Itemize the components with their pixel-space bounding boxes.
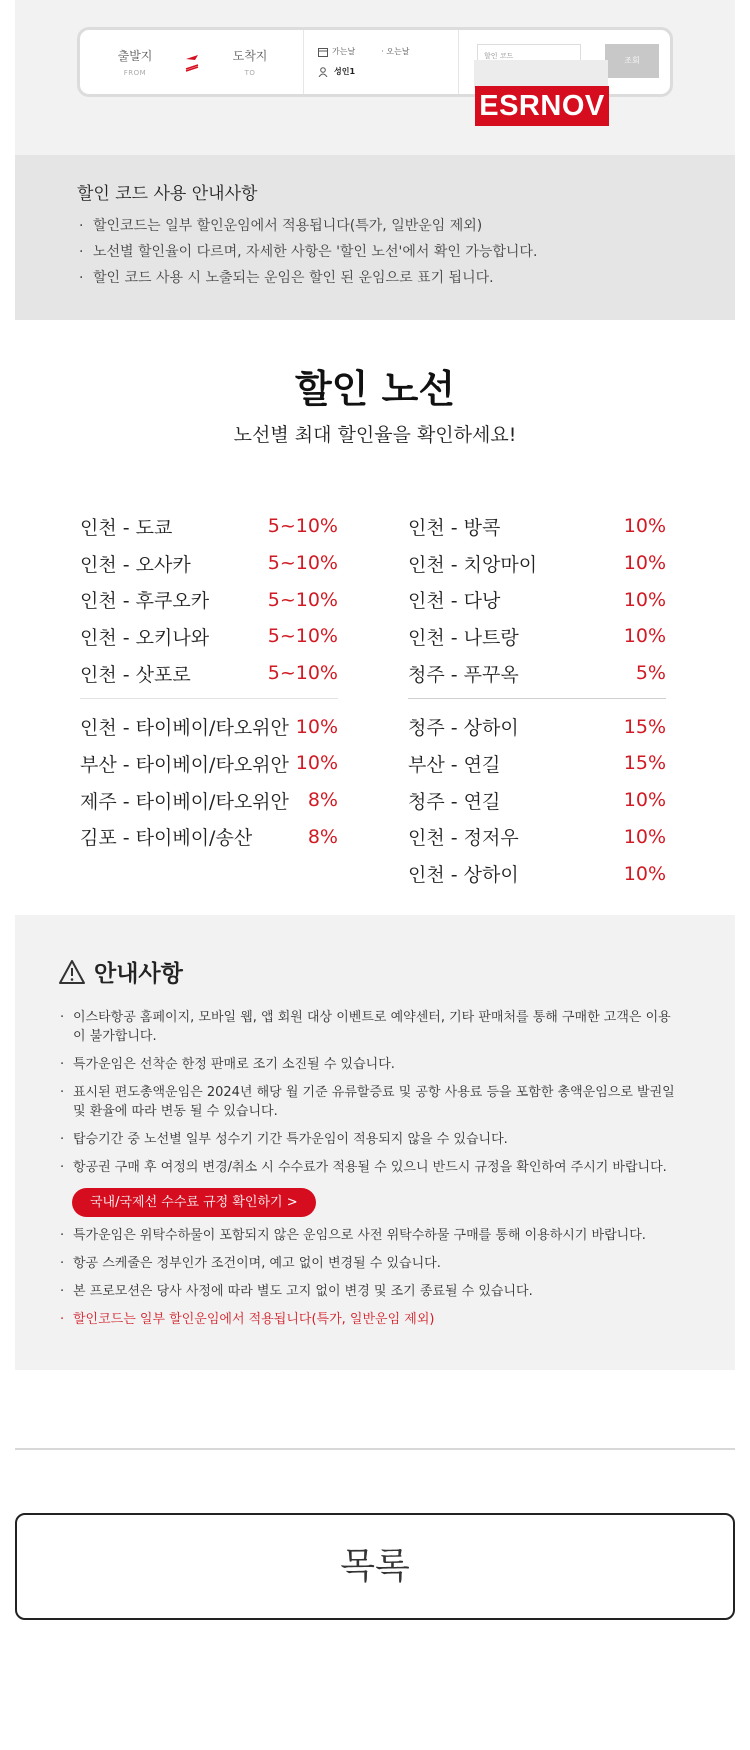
route-name: 인천 - 나트랑 — [408, 626, 519, 649]
route-rate: 8% — [307, 789, 338, 812]
list-item: · 항공권 구매 후 여정의 변경/취소 시 수수료가 적용될 수 있으니 반드시 규정을 확인하여 주시기 바랍니다. — [60, 1158, 680, 1177]
route-row — [80, 782, 338, 819]
route-rate: 15% — [623, 715, 666, 738]
route-rate: 5~10% — [267, 552, 338, 575]
route-rate: 10% — [623, 825, 666, 848]
route-divider — [408, 698, 666, 699]
swap-route-icon[interactable] — [183, 52, 201, 74]
route-name: 인천 - 삿포로 — [80, 663, 191, 686]
route-name: 부산 - 연길 — [408, 753, 501, 776]
route-rate: 5~10% — [267, 588, 338, 611]
route-row — [80, 508, 338, 545]
code-notice-list — [77, 213, 537, 291]
route-row — [80, 655, 338, 692]
footer-divider — [15, 1448, 735, 1450]
notice-section — [15, 915, 735, 1370]
route-row — [408, 545, 666, 582]
destination-selector[interactable] — [215, 30, 285, 94]
code-notice-title: 할인 코드 사용 안내사항 — [77, 184, 258, 204]
list-item: · 탑승기간 중 노선별 일부 성수기 기간 특가운임이 적용되지 않을 수 있습니다. — [60, 1130, 680, 1149]
route-row — [80, 545, 338, 582]
list-item: · 할인코드는 일부 할인운임에서 적용됩니다(특가, 일반운임 제외) — [77, 213, 537, 239]
route-rate: 10% — [623, 588, 666, 611]
origin-selector[interactable] — [100, 30, 170, 94]
route-name: 제주 - 타이베이/타오위안 — [80, 790, 289, 813]
route-rate: 15% — [623, 752, 666, 775]
route-rate: 8% — [307, 825, 338, 848]
route-row — [408, 581, 666, 618]
notice-title: 안내사항 — [94, 961, 183, 987]
route-name: 인천 - 방콕 — [408, 516, 501, 539]
passenger-count: 성인1 — [334, 67, 356, 76]
list-item: · 이스타항공 홈페이지, 모바일 웹, 앱 회원 대상 이벤트로 예약센터, 기타 판매처를 통해 구매한 고객은 이용이 불가합니다. — [60, 1008, 680, 1046]
route-row — [408, 655, 666, 692]
logo-tab-shadow — [474, 60, 608, 88]
route-rate: 5~10% — [267, 625, 338, 648]
brand-logo: ESRNOV — [475, 86, 609, 126]
route-row — [80, 708, 338, 745]
route-rate: 10% — [623, 625, 666, 648]
list-item: · 노선별 할인율이 다르며, 자세한 사항은 '할인 노선'에서 확인 가능합니다. — [77, 239, 537, 265]
route-rate: 5% — [635, 662, 666, 685]
origin-en-label: FROM — [123, 69, 147, 77]
route-row — [408, 618, 666, 655]
route-rate: 5~10% — [267, 515, 338, 538]
route-name: 김포 - 타이베이/송산 — [80, 827, 253, 850]
discount-code-warning: · 할인코드는 일부 할인운임에서 적용됩니다(특가, 일반운임 제외) — [60, 1310, 680, 1329]
route-name: 청주 - 상하이 — [408, 717, 519, 740]
route-rate: 10% — [623, 789, 666, 812]
date-selector[interactable] — [318, 46, 409, 57]
destination-label: 도착지 — [232, 49, 268, 63]
person-icon — [318, 67, 328, 77]
search-button[interactable]: 조회 — [605, 44, 659, 78]
fee-rules-button[interactable]: 국내/국제선 수수료 규정 확인하기 > — [72, 1188, 316, 1217]
route-divider — [80, 698, 338, 699]
depart-date-label: 가는날 — [332, 47, 356, 56]
route-name: 인천 - 상하이 — [408, 864, 519, 887]
routes-subtitle: 노선별 최대 할인율을 확인하세요! — [233, 424, 517, 446]
route-row — [408, 708, 666, 745]
route-row — [408, 819, 666, 856]
notice-header — [58, 955, 183, 988]
promo-code-input[interactable]: 할인 코드 — [477, 44, 581, 65]
route-name: 청주 - 연길 — [408, 790, 501, 813]
route-name: 부산 - 타이베이/타오위안 — [80, 753, 289, 776]
route-row — [408, 745, 666, 782]
route-name: 인천 - 정저우 — [408, 827, 519, 850]
passenger-selector[interactable] — [318, 66, 355, 77]
divider — [458, 30, 459, 94]
route-name: 인천 - 오사카 — [80, 553, 191, 576]
route-name: 인천 - 다낭 — [408, 590, 501, 613]
route-name: 인천 - 타이베이/타오위안 — [80, 717, 289, 740]
routes-left-column — [80, 508, 338, 855]
warning-icon — [58, 959, 86, 985]
discount-code-notice — [15, 155, 735, 320]
list-item: · 특가운임은 선착순 한정 판매로 조기 소진될 수 있습니다. — [60, 1055, 680, 1074]
route-rate: 10% — [623, 862, 666, 885]
route-rate: 10% — [295, 752, 338, 775]
return-date-label: · 오는날 — [381, 47, 410, 56]
booking-search-band — [15, 0, 735, 155]
list-item: · 항공 스케줄은 정부인가 조건이며, 예고 없이 변경될 수 있습니다. — [60, 1254, 680, 1273]
route-name: 인천 - 도쿄 — [80, 516, 173, 539]
route-row — [408, 782, 666, 819]
route-rate: 10% — [295, 715, 338, 738]
list-item: · 표시된 편도총액운임은 2024년 해당 월 기준 유류할증료 및 공항 사용료 등을 포함한 총액운임으로 발권일 및 환율에 따라 변동 될 수 있습니다. — [60, 1083, 680, 1121]
routes-right-column — [408, 508, 666, 892]
route-name: 청주 - 푸꾸옥 — [408, 663, 519, 686]
route-row — [80, 618, 338, 655]
list-item: · 할인 코드 사용 시 노출되는 운임은 할인 된 운임으로 표기 됩니다. — [77, 265, 537, 291]
route-rate: 10% — [623, 552, 666, 575]
route-rate: 10% — [623, 515, 666, 538]
route-name: 인천 - 후쿠오카 — [80, 590, 210, 613]
list-item: · 특가운임은 위탁수하물이 포함되지 않은 운임으로 사전 위탁수하물 구매를 통해 이용하시기 바랍니다. — [60, 1226, 680, 1245]
divider — [303, 30, 304, 94]
calendar-icon — [318, 47, 328, 57]
route-row — [408, 855, 666, 892]
notice-list — [60, 1008, 680, 1338]
route-row — [80, 819, 338, 856]
list-button[interactable]: 목록 — [15, 1513, 735, 1620]
routes-title: 할인 노선 — [294, 367, 456, 411]
origin-label: 출발지 — [117, 49, 153, 63]
route-rate: 5~10% — [267, 662, 338, 685]
route-name: 인천 - 오키나와 — [80, 626, 210, 649]
route-row — [80, 581, 338, 618]
route-row — [80, 745, 338, 782]
route-name: 인천 - 치앙마이 — [408, 553, 538, 576]
list-item: · 본 프로모션은 당사 사정에 따라 별도 고지 없이 변경 및 조기 종료될 수 있습니다. — [60, 1282, 680, 1301]
destination-en-label: TO — [244, 69, 256, 77]
route-row — [408, 508, 666, 545]
